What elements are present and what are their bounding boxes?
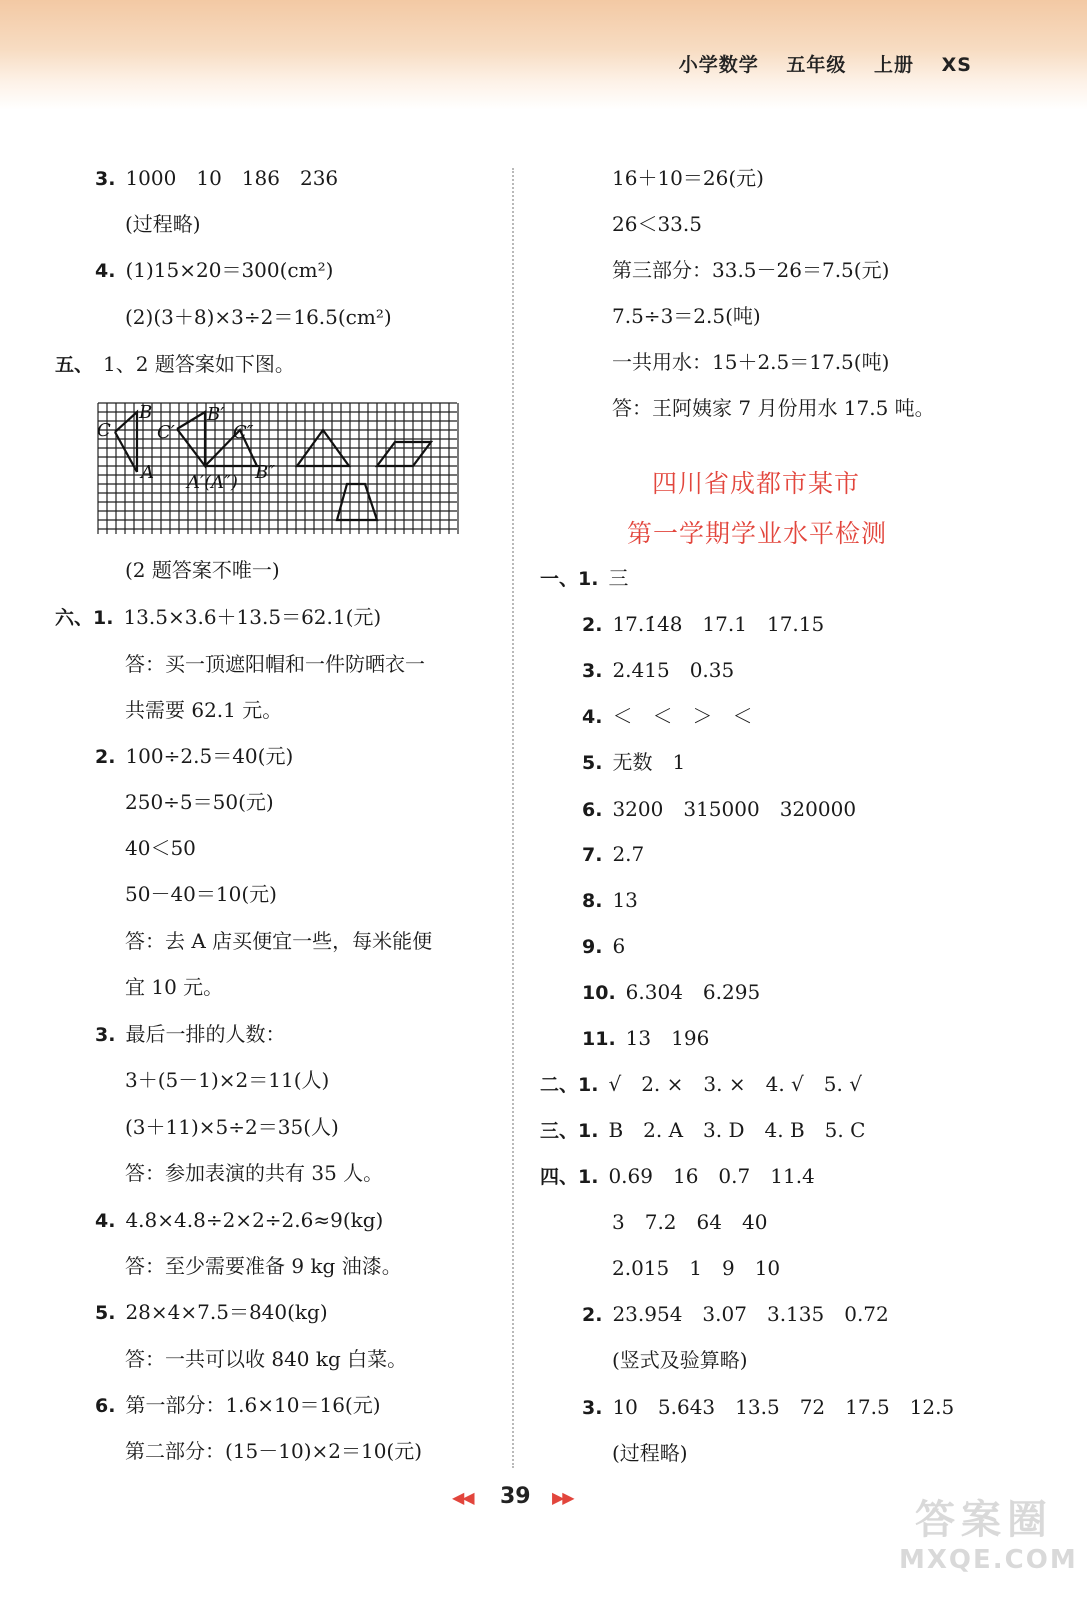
watermark-top: 答案圈 [915,1497,1053,1543]
item-number: 4. [582,706,603,728]
answer-line [582,702,752,731]
item-text: 10 5.643 13.5 72 17.5 12.5 [612,1395,955,1419]
item-number: 11. [582,1028,616,1050]
answer-line [125,303,392,331]
item-number: 3. [95,1024,116,1046]
label-b: B [139,402,153,423]
item-text: 40＜50 [125,836,196,860]
answer-line [95,1298,328,1327]
item-text: B 2. A 3. D 4. B 5. C [608,1118,866,1142]
header-grade: 五年级 [786,54,847,76]
item-text: (2)(3＋8)×3÷2＝16.5(cm²) [125,305,392,329]
item-number: 2. [95,746,116,768]
header-subject: 小学数学 [678,54,759,76]
answer-line [125,1252,402,1280]
answer-line [540,1116,865,1145]
item-text: 答：去 A 店买便宜一些，每米能便 [125,929,433,953]
item-text: 1000 10 186 236 [125,166,339,190]
item-text: 6 [612,934,626,958]
answer-line [582,1393,954,1422]
item-number: 二、1. [540,1074,599,1096]
page-number: 39 [500,1484,531,1509]
item-text: √ 2. × 3. × 4. √ 5. √ [608,1072,862,1096]
answer-line [95,256,333,285]
watermark [899,1488,1078,1588]
answer-line [95,1020,285,1049]
answer-line [55,350,295,379]
answer-line [612,210,702,238]
answer-line [612,1254,780,1282]
item-text: 3 7.2 64 40 [612,1210,768,1234]
item-number: 5. [95,1302,116,1324]
answer-line [95,1391,381,1420]
item-text: 2.415 0.35 [612,658,735,682]
item-text: 50－40＝10(元) [125,882,277,906]
item-text: 三 [608,566,629,590]
item-number: 10. [582,982,616,1004]
answer-line [125,788,274,816]
next-page-icon: ▶▶ [552,1488,573,1507]
answer-line [125,834,196,862]
answer-line [582,840,644,869]
item-text: 13 [612,888,638,912]
item-text: (1)15×20＝300(cm²) [125,258,334,282]
answer-line [125,556,280,584]
item-text: (竖式及验算略) [612,1348,748,1372]
item-text: 答：参加表演的共有 35 人。 [125,1161,384,1185]
answer-line [582,978,760,1007]
answer-line [95,164,338,193]
item-text: 第一部分：1.6×10＝16(元) [125,1393,381,1417]
item-text: 答：买一顶遮阳帽和一件防晒衣一 [125,652,425,676]
answer-line [612,302,761,330]
grid-figure-svg [97,402,459,536]
item-number: 3. [582,1397,603,1419]
answer-line [55,603,381,632]
item-text: 第二部分：(15－10)×2＝10(元) [125,1439,423,1463]
item-text: 16＋10＝26(元) [612,166,764,190]
test-title-line2: 第一学期学业水平检测 [627,519,888,548]
item-text: (3＋11)×5÷2＝35(人) [125,1115,339,1139]
item-text: 答：王阿姨家 7 月份用水 17.5 吨。 [612,396,935,420]
header-text [659,50,972,77]
item-text: (过程略) [612,1441,688,1465]
label-b-double-prime: B″ [255,462,275,483]
answer-line [125,927,432,955]
item-text: 答：一共可以收 840 kg 白菜。 [125,1347,408,1371]
label-c-double-prime: C″ [233,422,254,443]
item-text: 26＜33.5 [612,212,702,236]
answer-line [582,932,625,961]
answer-line [125,880,277,908]
answer-line [125,696,282,724]
label-a: A [141,462,154,483]
item-text: 17.1̇4̇8 17.1 17.15 [612,612,825,636]
answer-line [95,1206,383,1235]
item-text: 最后一排的人数： [125,1022,286,1046]
item-number: 2. [582,1304,603,1326]
answer-line [95,742,293,771]
item-text: 23.954 3.07 3.135 0.72 [612,1302,889,1326]
answer-line [612,164,764,192]
answer-line [582,656,734,685]
item-text: (过程略) [125,212,201,236]
item-number: 五、 [55,354,94,376]
answer-line [125,1113,339,1141]
item-number: 7. [582,844,603,866]
answer-line [582,1024,709,1053]
item-text: 2.015 1 9 10 [612,1256,781,1280]
item-text: 答：至少需要准备 9 kg 油漆。 [125,1254,402,1278]
prev-page-icon: ◀◀ [452,1488,473,1507]
answer-line [125,210,201,238]
item-text: 6.304 6.295 [625,980,761,1004]
item-number: 8. [582,890,603,912]
header-edition: XS [941,54,972,76]
answer-line [582,886,638,915]
answer-line [612,394,935,422]
item-number: 3. [582,660,603,682]
item-text: 100÷2.5＝40(元) [125,744,294,768]
item-number: 4. [95,1210,116,1232]
answer-line [125,1437,422,1465]
label-b-prime: B′ [207,404,225,425]
answer-line [125,1159,383,1187]
item-text: 一共用水：15＋2.5＝17.5(吨) [612,350,890,374]
answer-line [582,1300,889,1329]
label-a-prime: A′(A″) [187,472,238,493]
item-number: 一、1. [540,568,599,590]
header-volume: 上册 [874,54,915,76]
item-text: 无数 1 [612,750,686,774]
answer-line [540,1162,815,1191]
column-divider [512,168,514,1468]
answer-line [582,795,856,824]
item-number: 四、1. [540,1166,599,1188]
item-number: 9. [582,936,603,958]
item-text: 250÷5＝50(元) [125,790,274,814]
answer-line [612,1346,748,1374]
answer-line [612,1439,688,1467]
answer-line [612,256,889,284]
answer-line [540,1070,862,1099]
item-number: 六、1. [55,607,114,629]
answer-line [612,1208,767,1236]
watermark-bottom: MXQE.COM [899,1545,1078,1575]
item-number: 5. [582,752,603,774]
item-text: 3＋(5－1)×2＝11(人) [125,1068,330,1092]
answer-line [125,1066,329,1094]
item-text: 第三部分：33.5－26＝7.5(元) [612,258,890,282]
item-text: (2 题答案不唯一) [125,558,280,582]
answer-line [582,748,685,777]
item-text: 1、2 题答案如下图。 [103,352,295,376]
item-number: 6. [95,1395,116,1417]
item-text: 13.5×3.6＋13.5＝62.1(元) [123,605,382,629]
item-text: 宜 10 元。 [125,975,224,999]
item-number: 6. [582,799,603,821]
label-c-prime: C′ [157,422,175,443]
item-text: ＜ ＜ ＞ ＜ [612,704,753,728]
item-text: 3200 315000 320000 [612,797,857,821]
answer-line [582,610,824,639]
item-number: 2. [582,614,603,636]
item-text: 共需要 62.1 元。 [125,698,283,722]
item-number: 三、1. [540,1120,599,1142]
answer-line [612,348,889,376]
item-text: 4.8×4.8÷2×2÷2.6≈9(kg) [125,1208,384,1232]
item-number: 4. [95,260,116,282]
item-number: 3. [95,168,116,190]
item-text: 7.5÷3＝2.5(吨) [612,304,761,328]
item-text: 0.69 16 0.7 11.4 [608,1164,815,1188]
answer-line [125,650,425,678]
item-text: 28×4×7.5＝840(kg) [125,1300,328,1324]
answer-line [540,564,628,593]
test-title-line1: 四川省成都市某市 [652,469,861,498]
item-text: 13 196 [625,1026,710,1050]
answer-line [125,1345,407,1373]
item-text: 2.7 [612,842,645,866]
label-c: C [97,420,111,441]
answer-figure [97,402,459,536]
answer-line [125,973,223,1001]
